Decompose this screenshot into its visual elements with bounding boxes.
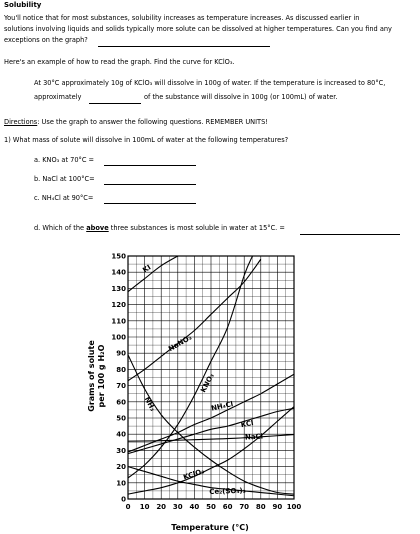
example-detail-2a: approximately xyxy=(34,93,82,101)
answer-blank-1b[interactable] xyxy=(104,184,196,185)
x-tick-label: 10 xyxy=(139,503,150,511)
curve-label: KI xyxy=(141,263,153,275)
y-tick-label: 100 xyxy=(111,333,126,342)
example-detail-1: At 30°C approximately 10g of KClO₃ will dissolve in 100g of water. If the temperature is increased to 80°C, xyxy=(34,79,386,87)
y-tick-label: 150 xyxy=(111,252,126,261)
curve-label: KClO₃ xyxy=(182,467,206,482)
question-1d-emphasis: above xyxy=(86,224,109,232)
curve-label: NaCl xyxy=(244,432,264,442)
curve-label: NH₃ xyxy=(142,395,157,413)
question-1b: b. NaCl at 100°C= xyxy=(34,175,95,183)
solubility-chart xyxy=(84,246,404,532)
x-tick-label: 0 xyxy=(125,503,131,511)
curve-label: KCl xyxy=(240,419,255,430)
curve-label: KNO₃ xyxy=(199,372,216,394)
curve-label: Ce₂(SO₄)₃ xyxy=(209,486,246,496)
y-tick-label: 20 xyxy=(116,463,126,472)
question-1c: c. NH₄Cl at 90°C= xyxy=(34,194,94,202)
y-tick-label: 120 xyxy=(111,301,126,310)
answer-blank-kclo3[interactable] xyxy=(89,103,141,104)
example-detail-2b: of the substance will dissolve in 100g (or 100mL) of water. xyxy=(144,93,338,101)
y-tick-label: 70 xyxy=(116,382,126,391)
x-tick-label: 20 xyxy=(156,503,167,511)
y-axis-label-line-2: per 100 g H₂O xyxy=(97,344,106,408)
intro-line-3: exceptions on the graph? xyxy=(4,36,88,44)
y-tick-label: 40 xyxy=(116,430,126,439)
y-axis-label-line-1: Grams of solute xyxy=(87,340,96,412)
y-tick-label: 80 xyxy=(116,365,126,374)
worksheet-title: Solubility xyxy=(4,1,42,9)
question-1d-end: three substances is most soluble in water at 15°C. = xyxy=(110,224,285,232)
curve-label: NH₄Cl xyxy=(210,400,234,413)
x-tick-label: 70 xyxy=(239,503,250,511)
x-tick-label: 80 xyxy=(255,503,266,511)
curve-label: NaNO₃ xyxy=(167,333,194,354)
intro-line-1: You'll notice that for most substances, solubility increases as temperature increases. As discussed earlier in xyxy=(4,14,360,22)
directions-text: : Use the graph to answer the following questions. REMEMBER UNITS! xyxy=(37,118,268,126)
x-tick-label: 40 xyxy=(189,503,200,511)
x-axis-label: Temperature (°C) xyxy=(171,523,249,532)
question-1a: a. KNO₃ at 70°C = xyxy=(34,156,95,164)
y-tick-label: 50 xyxy=(116,414,126,423)
x-tick-label: 100 xyxy=(286,503,302,511)
answer-blank-1c[interactable] xyxy=(104,203,196,204)
example-intro: Here's an example of how to read the graph. Find the curve for KClO₃. xyxy=(4,58,235,66)
x-tick-label: 50 xyxy=(206,503,216,511)
answer-blank-1d[interactable] xyxy=(300,234,400,235)
intro-line-2: solutions involving liquids and solids typically more solute can be dissolved at higher temperatures. Can you find any xyxy=(4,25,392,33)
y-tick-label: 0 xyxy=(121,495,126,504)
answer-blank-1a[interactable] xyxy=(104,165,196,166)
y-tick-label: 130 xyxy=(111,284,126,293)
x-tick-label: 90 xyxy=(272,503,283,511)
y-tick-label: 90 xyxy=(116,349,126,358)
x-tick-label: 30 xyxy=(172,503,183,511)
answer-blank-exceptions[interactable] xyxy=(98,46,270,47)
y-tick-label: 110 xyxy=(111,317,126,326)
question-1d-start: d. Which of the xyxy=(34,224,85,232)
y-tick-label: 60 xyxy=(116,398,126,407)
x-tick-label: 60 xyxy=(222,503,233,511)
y-tick-label: 10 xyxy=(116,479,126,488)
directions-label: Directions xyxy=(4,118,38,126)
question-1: 1) What mass of solute will dissolve in 100mL of water at the following temperatures? xyxy=(4,136,289,144)
y-tick-label: 140 xyxy=(111,268,126,277)
y-tick-label: 30 xyxy=(116,446,126,455)
